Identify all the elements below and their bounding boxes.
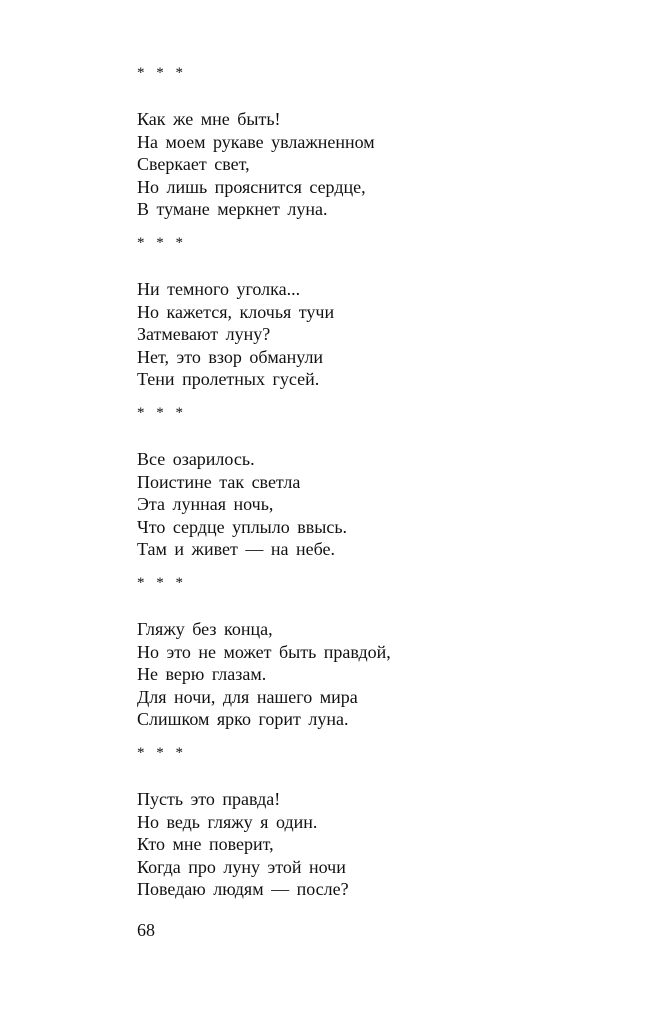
section-separator: * * * — [137, 65, 184, 81]
poem-3 — [137, 401, 617, 571]
poem-line: Сверкает свет, — [137, 154, 250, 175]
page-number: 68 — [137, 920, 155, 940]
poem-line: Для ночи, для нашего мира — [137, 686, 358, 707]
poem-line: Слишком ярко горит луна. — [137, 709, 349, 730]
poem-1 — [137, 61, 617, 231]
poem-page — [137, 61, 617, 911]
poem-4 — [137, 571, 617, 741]
poem-line: Как же мне быть! — [137, 109, 281, 129]
poem-line: Гляжу без конца, — [137, 619, 273, 639]
poem-line: Но кажется, клочья тучи — [137, 301, 335, 322]
poem-line: Когда про луну этой ночи — [137, 856, 346, 877]
section-separator: * * * — [137, 405, 184, 421]
poem-line: Но ведь гляжу я один. — [137, 811, 318, 832]
poem-line: Ни темного уголка... — [137, 279, 301, 299]
poem-5 — [137, 741, 617, 911]
poem-line: Но лишь прояснится сердце, — [137, 176, 366, 197]
poem-line: Затмевают луну? — [137, 324, 271, 345]
poem-line: Кто мне поверит, — [137, 834, 274, 855]
poem-line: Не верю глазам. — [137, 664, 267, 685]
poem-line: Но это не может быть правдой, — [137, 641, 391, 662]
poem-line: Все озарилось. — [137, 449, 255, 469]
poem-line: Что сердце уплыло ввысь. — [137, 516, 348, 537]
poem-line: Там и живет — на небе. — [137, 539, 336, 560]
section-separator: * * * — [137, 235, 184, 251]
poem-2 — [137, 231, 617, 401]
poem-line: Тени пролетных гусей. — [137, 369, 320, 390]
poem-line: В тумане меркнет луна. — [137, 199, 328, 220]
poem-line: Поистине так светла — [137, 471, 301, 492]
poem-line: Эта лунная ночь, — [137, 494, 274, 515]
poem-line: Пусть это правда! — [137, 789, 281, 809]
poem-line: Нет, это взор обманули — [137, 346, 324, 367]
poem-line: Поведаю людям — после? — [137, 879, 349, 900]
section-separator: * * * — [137, 575, 184, 591]
poem-line: На моем рукаве увлажненном — [137, 131, 375, 152]
section-separator: * * * — [137, 745, 184, 761]
